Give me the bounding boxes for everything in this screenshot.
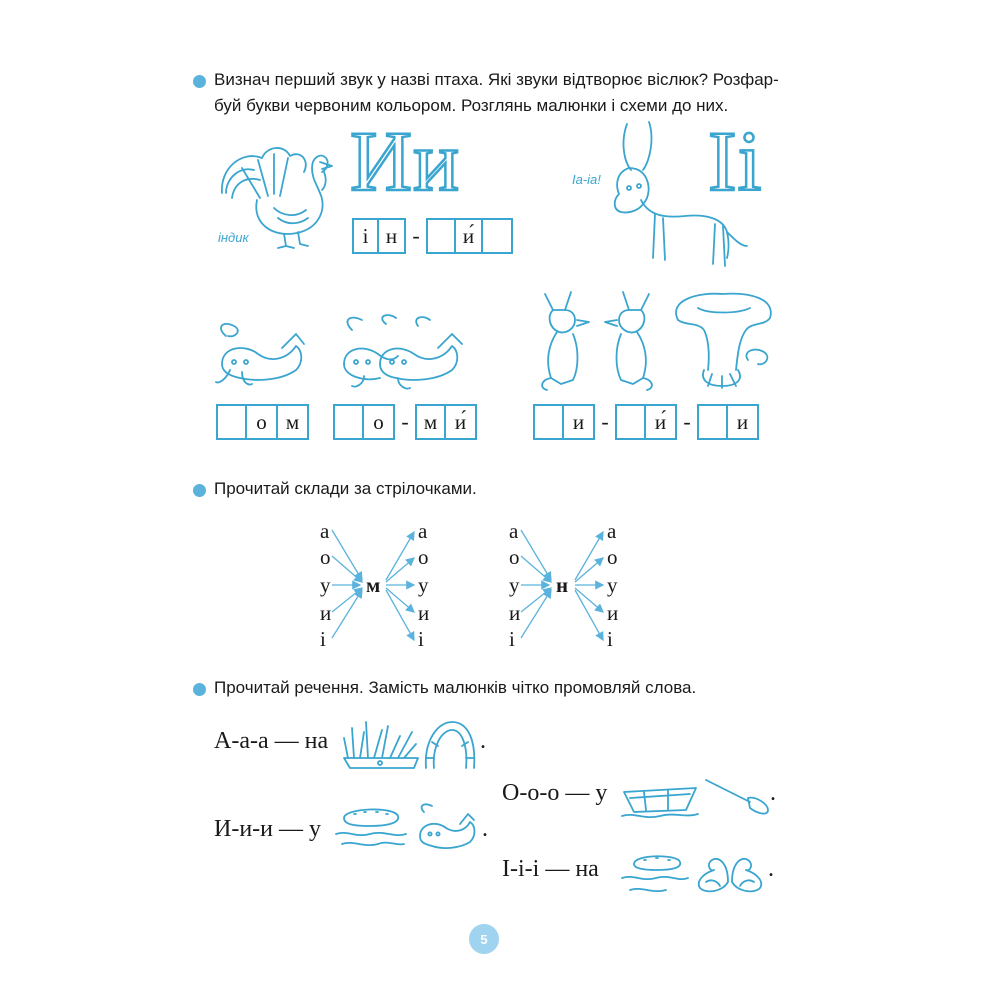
turkey-caption: індик [218,230,249,245]
catfish-pair-icon [334,312,474,392]
scheme-cell: и [728,404,759,440]
vowel-right-u: у [607,573,618,597]
vowel-right-o: о [418,545,429,569]
vowel-right-i: і [607,627,613,651]
letter-y: Ии [350,113,461,209]
catfish-icon [212,318,312,390]
bullet-task2 [193,484,206,497]
scheme-catfish [216,404,309,440]
vowel-right-y: и [607,601,619,625]
syllable-star-n [505,518,625,654]
fox-pair-icon [537,288,657,392]
mushroom-icon [668,290,778,390]
vowel-left-y: и [509,601,521,625]
bun-on-water-icon [334,800,408,856]
scheme-cell [333,404,364,440]
vowel-left-o: о [320,545,331,569]
vowel-right-a: а [607,519,617,543]
scheme-cell [533,404,564,440]
scheme-hyphen: - [601,409,609,434]
scheme-cell [483,218,513,254]
oar-icon [702,776,772,818]
vowel-left-a: а [509,519,519,543]
scheme-foxes [533,404,759,440]
scheme-cell: и́ [456,218,483,254]
vowel-right-u: у [418,573,429,597]
sentence-2-text: И-и-и — у [214,816,322,842]
bun-on-wave-icon [620,850,690,900]
scheme-cell: и́ [646,404,677,440]
scheme-cell: о [247,404,278,440]
scheme-cell: н [379,218,406,254]
sentence-3-text: О-о-о — у [502,780,608,806]
consonant-m: м [366,573,381,597]
syllable-star-m [316,518,436,654]
sentence-4-period: . [768,856,774,882]
vowel-left-o: о [509,545,520,569]
bullet-task3 [193,683,206,696]
hoop-icon [422,718,478,772]
scheme-cell: и́ [446,404,477,440]
task1-instruction-line2: буй букви червоним кольором. Розглянь малюнки і схеми до них. [214,96,729,115]
scheme-cell [426,218,456,254]
vowel-right-i: і [418,627,424,651]
donkey-caption: Іа-іа! [572,172,601,187]
sentence-1-text: А-а-а — на [214,728,329,754]
scheme-cell [216,404,247,440]
catfish-small-icon [414,802,480,854]
scheme-cell: м [415,404,446,440]
consonant-n: н [556,573,569,597]
scheme-cell [615,404,646,440]
vowel-left-i: і [509,627,515,651]
vowel-right-y: и [418,601,430,625]
scheme-cell: і [352,218,379,254]
vowel-left-a: а [320,519,330,543]
swans-icon [692,852,768,898]
letter-i: Іі [708,113,763,209]
vowel-left-u: у [320,573,331,597]
scheme-turkey [352,218,513,254]
task3-instruction: Прочитай речення. Замість малюнків чітко промовляй слова. [214,678,697,697]
scheme-cell [697,404,728,440]
vowel-left-i: і [320,627,326,651]
scheme-hyphen: - [412,223,420,248]
bullet-task1 [193,75,206,88]
task2-instruction: Прочитай склади за стрілочками. [214,479,477,498]
vowel-right-o: о [607,545,618,569]
scheme-hyphen: - [401,409,409,434]
sentence-4-text: І-і-і — на [502,856,599,882]
vowel-left-y: и [320,601,332,625]
sentence-3-period: . [770,780,776,806]
scheme-hyphen: - [683,409,691,434]
vowel-right-a: а [418,519,428,543]
scheme-cell: и [564,404,595,440]
sentence-2-period: . [482,816,488,842]
vowel-left-u: у [509,573,520,597]
scheme-cell: о [364,404,395,440]
page-number: 5 [469,924,499,954]
sentence-1-period: . [480,728,486,754]
scheme-cell: м [278,404,309,440]
boat-icon [620,778,700,820]
task1-instruction-line1: Визнач перший звук у назві птаха. Які звуки відтворює віслюк? Розфар- [214,70,779,89]
scheme-catfishes [333,404,477,440]
grass-log-icon [342,718,420,770]
